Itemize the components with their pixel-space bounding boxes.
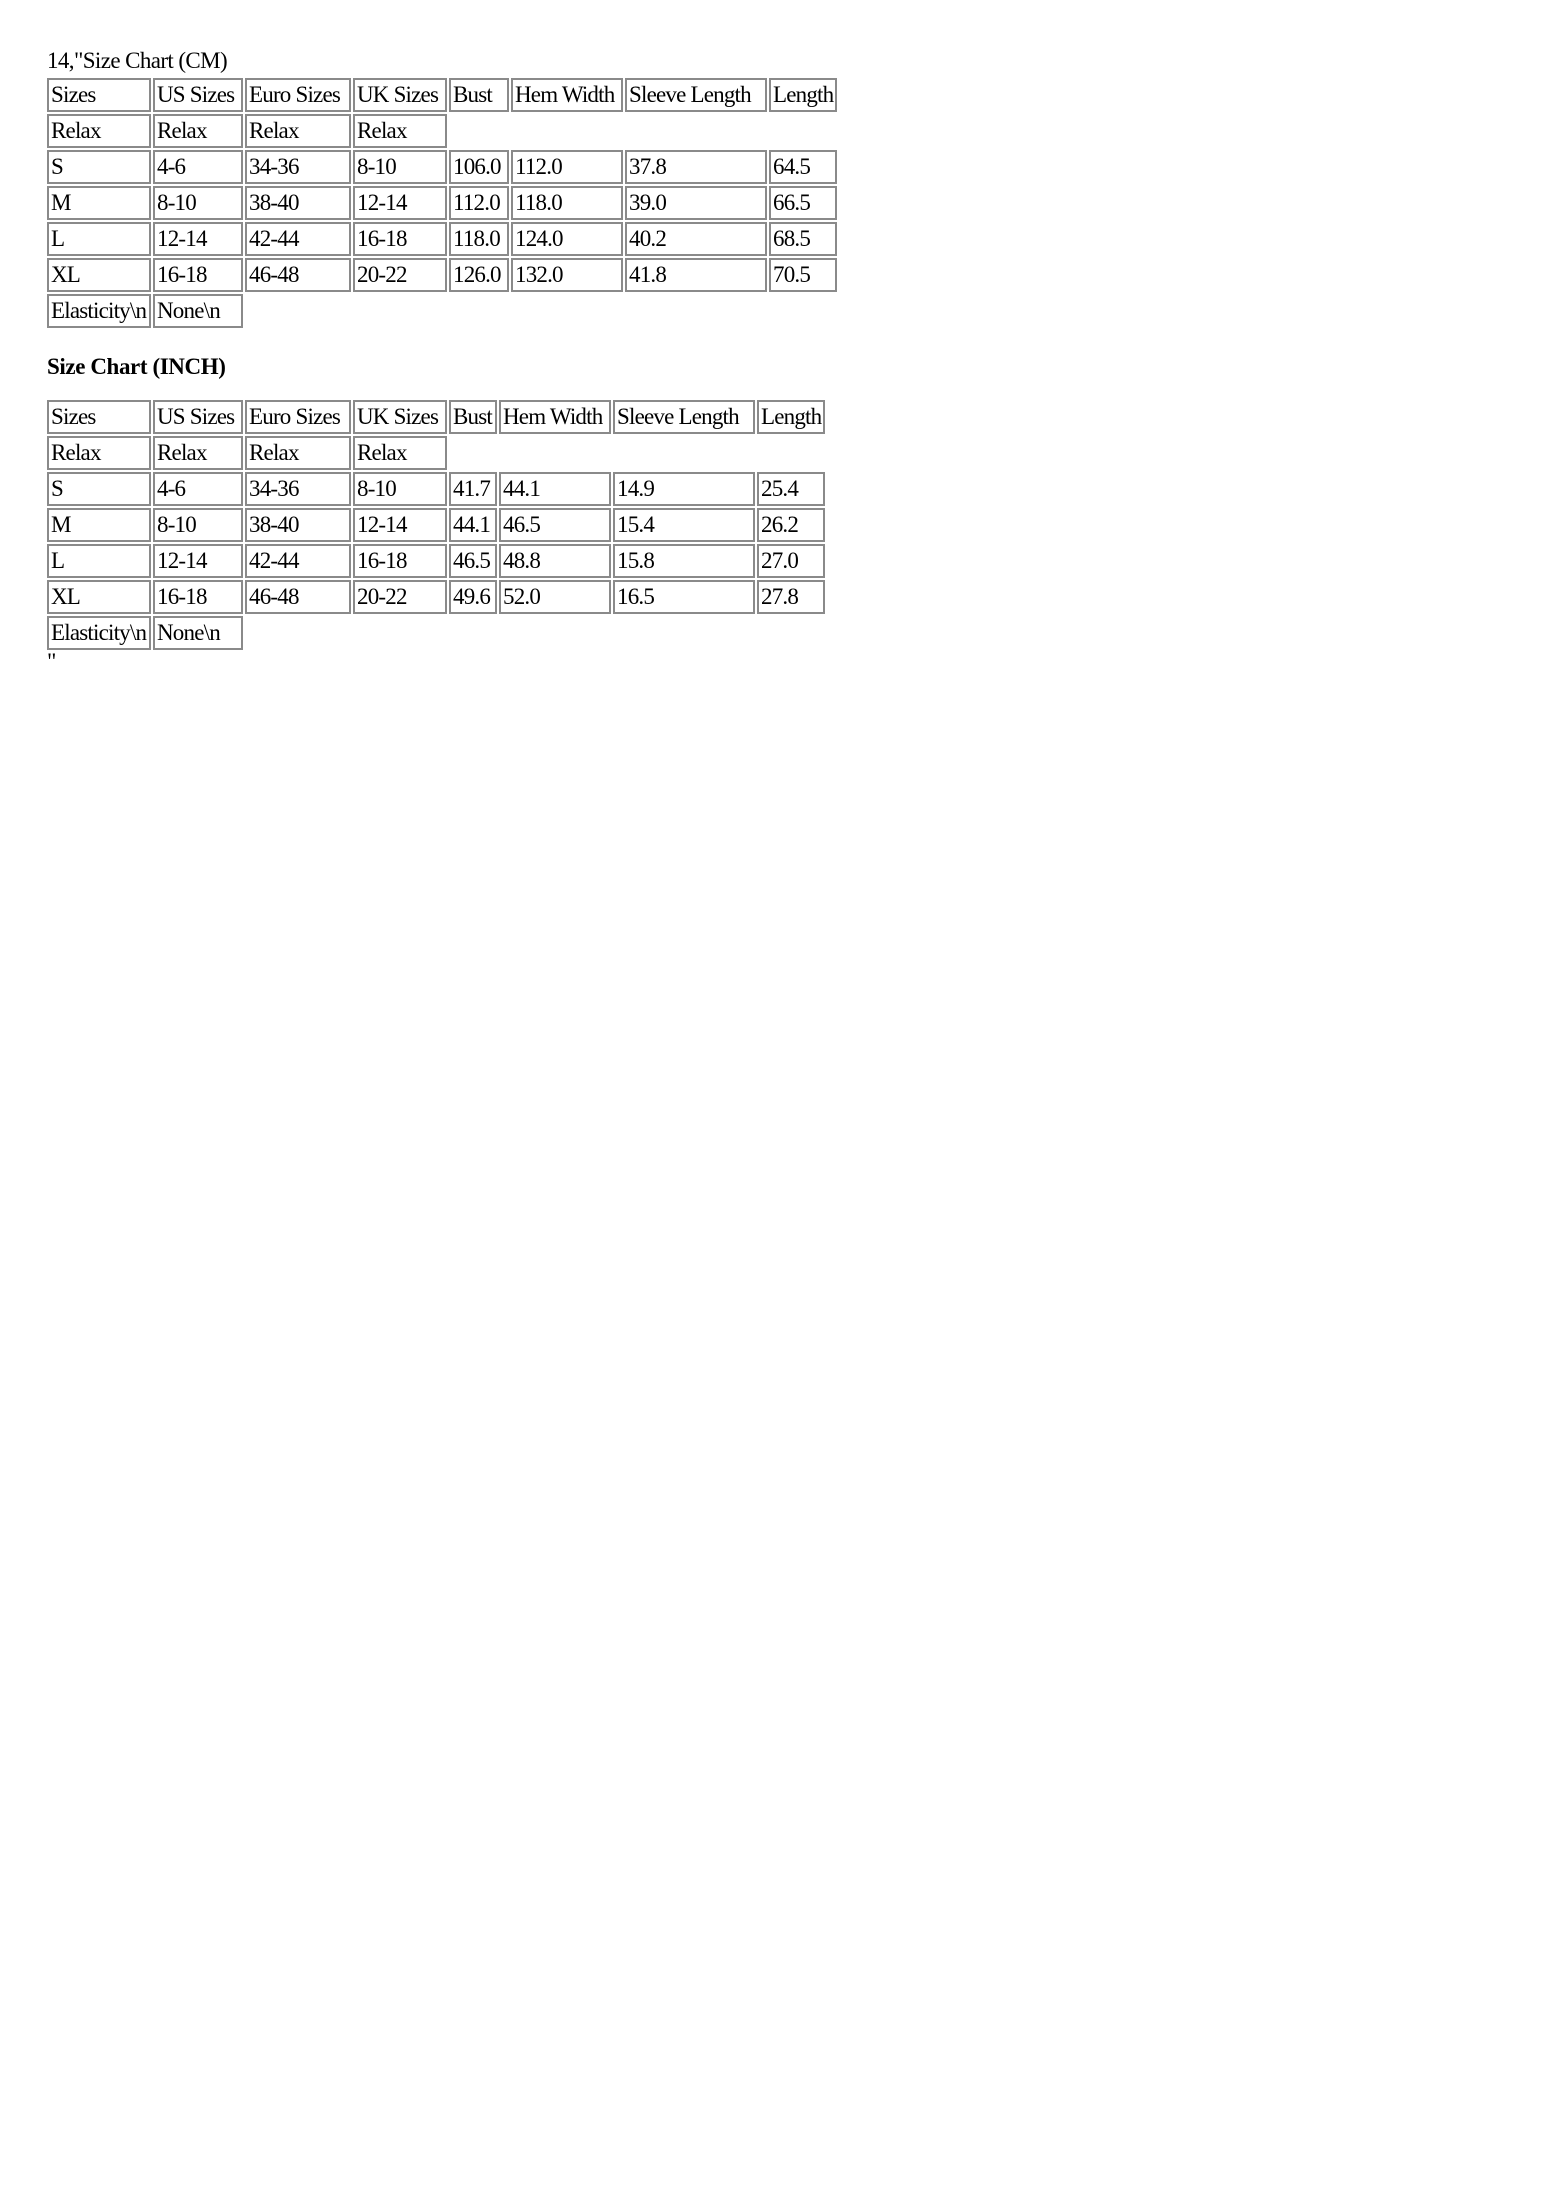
table-cell: 12-14 [353,186,447,220]
table-cell: 70.5 [769,258,837,292]
table-cell: 4-6 [153,472,243,506]
table-cell: L [47,222,151,256]
table-cell: 46.5 [449,544,497,578]
table-cell: None\n [153,616,243,650]
empty-cell [449,436,825,470]
table-cell: 4-6 [153,150,243,184]
header-cell: Length [769,78,837,112]
table-cell: 118.0 [449,222,509,256]
table-cell: 25.4 [757,472,825,506]
table-cell: 34-36 [245,150,351,184]
table-header-row [47,78,837,112]
header-cell: Bust [449,400,497,434]
header-cell: UK Sizes [353,400,447,434]
table-cell: 26.2 [757,508,825,542]
inch-size-table [45,398,827,652]
table-row [47,150,837,184]
table-cell: 14.9 [613,472,755,506]
table-cell: 40.2 [625,222,767,256]
table-cell: 12-14 [153,222,243,256]
table-cell: 38-40 [245,508,351,542]
table-cell: 42-44 [245,222,351,256]
table-cell: 44.1 [449,508,497,542]
table-cell: None\n [153,294,243,328]
header-cell: UK Sizes [353,78,447,112]
table-cell: Relax [153,436,243,470]
table-cell: 8-10 [353,150,447,184]
table-row [47,186,837,220]
table-cell: 44.1 [499,472,611,506]
table-cell: 15.4 [613,508,755,542]
header-cell: Length [757,400,825,434]
table-cell: 39.0 [625,186,767,220]
table-cell: 27.8 [757,580,825,614]
cm-size-table [45,76,839,330]
table-cell: 20-22 [353,580,447,614]
table-cell: Relax [353,436,447,470]
header-cell: Sizes [47,400,151,434]
table-cell: 112.0 [449,186,509,220]
table-cell: XL [47,580,151,614]
empty-cell [245,616,825,650]
table-cell: M [47,508,151,542]
table-cell: 16.5 [613,580,755,614]
table-cell: 34-36 [245,472,351,506]
table-cell: Relax [47,114,151,148]
table-cell: 52.0 [499,580,611,614]
table-cell: Relax [353,114,447,148]
table-cell: Relax [245,436,351,470]
header-cell: US Sizes [153,400,243,434]
table-cell: 118.0 [511,186,623,220]
table-cell: 41.8 [625,258,767,292]
table-cell: M [47,186,151,220]
header-cell: Hem Width [499,400,611,434]
table-cell: 49.6 [449,580,497,614]
header-cell: Sleeve Length [613,400,755,434]
table-cell: S [47,472,151,506]
table-cell: 8-10 [153,508,243,542]
table-cell: 16-18 [153,580,243,614]
header-cell: Sizes [47,78,151,112]
table-cell: 46.5 [499,508,611,542]
table-cell: 46-48 [245,580,351,614]
header-cell: Hem Width [511,78,623,112]
table-cell: Relax [153,114,243,148]
table-cell: 12-14 [153,544,243,578]
table-row [47,580,825,614]
table-elasticity-row [47,616,825,650]
table-cell: S [47,150,151,184]
table-row [47,544,825,578]
table-cell: Elasticity\n [47,294,151,328]
table-cell: 20-22 [353,258,447,292]
table-cell: 106.0 [449,150,509,184]
table-cell: 112.0 [511,150,623,184]
inch-chart-title: Size Chart (INCH) [47,354,226,379]
table-cell: 27.0 [757,544,825,578]
table-header-row [47,400,825,434]
table-cell: 16-18 [153,258,243,292]
header-cell: Euro Sizes [245,400,351,434]
table-cell: Relax [47,436,151,470]
header-cell: US Sizes [153,78,243,112]
table-cell: 38-40 [245,186,351,220]
table-cell: L [47,544,151,578]
empty-cell [245,294,837,328]
table-cell: 64.5 [769,150,837,184]
table-row [47,472,825,506]
table-cell: XL [47,258,151,292]
empty-cell [449,114,837,148]
table-cell: Relax [245,114,351,148]
header-cell: Euro Sizes [245,78,351,112]
table-cell: 16-18 [353,544,447,578]
table-cell: 126.0 [449,258,509,292]
table-row [47,508,825,542]
table-relax-row [47,436,825,470]
table-cell: Elasticity\n [47,616,151,650]
table-cell: 8-10 [353,472,447,506]
table-cell: 41.7 [449,472,497,506]
table-cell: 37.8 [625,150,767,184]
table-cell: 42-44 [245,544,351,578]
table-cell: 48.8 [499,544,611,578]
table-elasticity-row [47,294,837,328]
table-cell: 132.0 [511,258,623,292]
table-row [47,222,837,256]
header-cell: Bust [449,78,509,112]
table-cell: 16-18 [353,222,447,256]
table-row [47,258,837,292]
table-cell: 8-10 [153,186,243,220]
table-cell: 46-48 [245,258,351,292]
header-cell: Sleeve Length [625,78,767,112]
table-cell: 15.8 [613,544,755,578]
table-cell: 12-14 [353,508,447,542]
table-cell: 68.5 [769,222,837,256]
document-page [47,46,839,672]
cm-chart-title: 14,"Size Chart (CM) [47,48,228,73]
table-relax-row [47,114,837,148]
table-cell: 66.5 [769,186,837,220]
closing-quote: " [47,649,57,674]
table-cell: 124.0 [511,222,623,256]
